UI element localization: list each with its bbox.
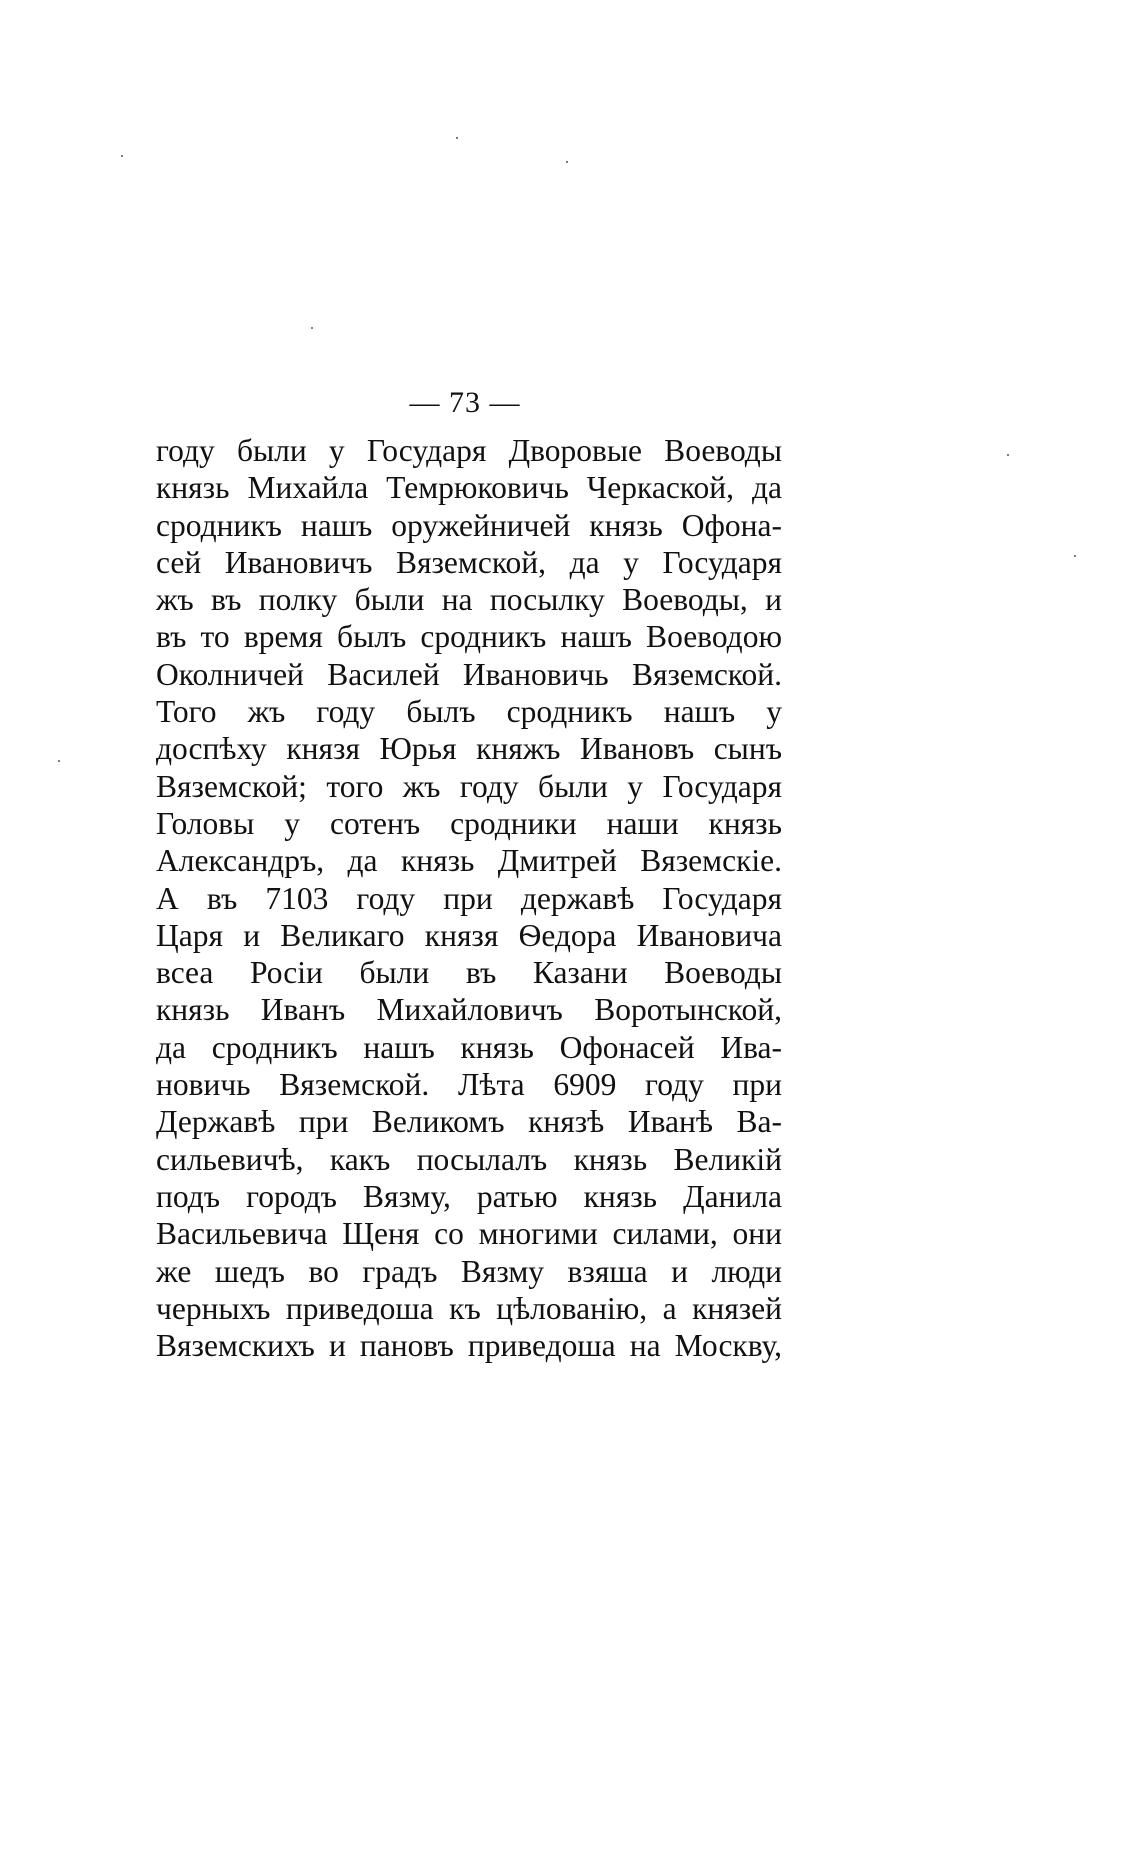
text-line: Околничей Василей Ивановичь Вяземской. [156, 656, 782, 692]
scan-speck [121, 155, 123, 157]
text-line: Державѣ при Великомъ князѣ Иванѣ Ва- [156, 1104, 782, 1140]
page-number: — 73 — [409, 386, 521, 419]
text-line: Вяземскихъ и пановъ приведоша на Москву, [156, 1328, 782, 1364]
text-line: Головы у сотенъ сродники наши князь [156, 805, 782, 841]
text-line: Царя и Великаго князя Ѳедора Ивановича [156, 917, 782, 953]
scan-speck [58, 760, 60, 762]
text-line: да сродникъ нашъ князь Офонасей Ива- [156, 1029, 782, 1065]
text-line: князь Иванъ Михайловичъ Воротынской, [156, 992, 782, 1028]
text-line: сильевичѣ, какъ посылалъ князь Великій [156, 1141, 782, 1177]
scan-speck [456, 137, 458, 139]
text-line: А въ 7103 году при державѣ Государя [156, 880, 782, 916]
text-line: всеа Росіи были въ Казани Воеводы [156, 955, 782, 991]
text-line: жъ въ полку были на посылку Воеводы, и [156, 582, 782, 618]
scan-speck [311, 327, 313, 329]
text-line: Вяземской; того жъ году были у Государя [156, 768, 782, 804]
body-text [156, 432, 782, 1364]
scan-speck [1074, 555, 1076, 557]
text-line: же шедъ во градъ Вязму взяша и люди [156, 1253, 782, 1289]
text-line: черныхъ приведоша къ цѣлованію, а князей [156, 1290, 782, 1326]
text-line: Того жъ году былъ сродникъ нашъ у [156, 694, 782, 730]
text-line: подъ городъ Вязму, ратью князь Данила [156, 1178, 782, 1214]
text-line: въ то время былъ сродникъ нашъ Воеводою [156, 619, 782, 655]
scan-speck [566, 161, 568, 163]
text-line: сей Ивановичъ Вяземской, да у Государя [156, 544, 782, 580]
text-line: Александръ, да князь Дмитрей Вяземскіе. [156, 843, 782, 879]
scan-speck [1007, 454, 1009, 456]
text-line: Васильевича Щеня со многими силами, они [156, 1216, 782, 1252]
text-line: новичь Вяземской. Лѣта 6909 году при [156, 1067, 782, 1103]
text-line: князь Михайла Темрюковичь Черкаской, да [156, 470, 782, 506]
text-line: году были у Государя Дворовые Воеводы [156, 433, 782, 468]
text-line: сродникъ нашъ оружейничей князь Офона- [156, 507, 782, 543]
text-line: доспѣху князя Юрья княжъ Ивановъ сынъ [156, 731, 782, 767]
